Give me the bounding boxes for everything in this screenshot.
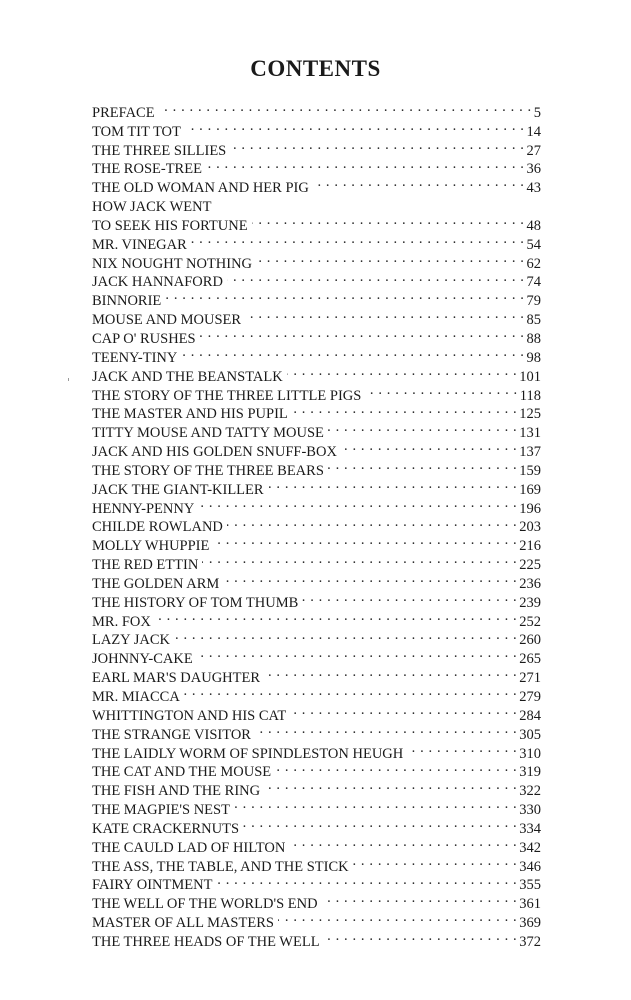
toc-dot-leader [328,456,517,475]
toc-entry-title: THE ROSE-TREE [92,161,202,178]
toc-dot-leader [322,889,518,908]
toc-dot-leader [185,117,525,136]
toc-dot-leader [252,211,525,230]
toc-entry-title: THE FISH AND THE RING [92,783,261,800]
toc-entry-title: THE STORY OF THE THREE BEARS [92,462,324,479]
toc-dot-leader [245,305,524,324]
toc-entry-title: THE RED ETTIN [92,557,199,574]
toc-dot-leader [290,701,517,720]
toc-entry-page-number: 203 [519,519,541,536]
toc-entry-page-number: 131 [519,425,541,442]
toc-entry-page-number: 74 [526,274,541,291]
toc-entry-title: THE MAGPIE'S NEST [92,802,230,819]
toc-dot-leader [264,663,517,682]
toc-dot-leader [365,381,517,400]
toc-dot-leader [234,795,517,814]
toc-entry-title: TEENY-TINY [92,349,178,366]
toc-entry-title: THE HISTORY OF TOM THUMB [92,594,299,611]
toc-entry-title: CAP O' RUSHES [92,330,196,347]
toc-dot-leader [328,418,517,437]
toc-dot-leader [159,98,532,117]
toc-entry-title: CHILDE ROWLAND [92,519,223,536]
toc-entry-page-number: 216 [519,538,541,555]
toc-entry-title: MOUSE AND MOUSER [92,312,242,329]
toc-entry-title: NIX NOUGHT NOTHING [92,255,253,272]
toc-entry-page-number: 369 [519,915,541,932]
toc-dot-leader [202,550,517,569]
toc-dot-leader [324,927,518,946]
toc-dot-leader [184,682,517,701]
toc-entry-title: TITTY MOUSE AND TATTY MOUSE [92,425,324,442]
toc-entry-title: BINNORIE [92,293,162,310]
toc-entry-title: TO SEEK HIS FORTUNE [92,217,248,234]
toc-dot-leader [216,871,517,890]
toc-dot-leader [200,324,525,343]
toc-entry-title: JACK HANNAFORD [92,274,223,291]
toc-entry-page-number: 125 [519,406,541,423]
toc-entry-title: THE CAT AND THE MOUSE [92,764,272,781]
toc-entry-page-number: 85 [526,312,541,329]
toc-entry-title: JOHNNY-CAKE [92,651,193,668]
toc-entry-page-number: 137 [519,444,541,461]
toc-entry-page-number: 196 [519,500,541,517]
toc-entry-page-number: 334 [519,820,541,837]
toc-dot-leader [302,588,517,607]
toc-dot-leader [289,833,517,852]
toc-entry-page-number: 305 [519,726,541,743]
toc-dot-leader [223,569,517,588]
toc-entry-page-number: 36 [526,161,541,178]
toc-dot-leader [256,249,524,268]
toc-dot-leader [287,362,518,381]
toc-entry-title: MR. VINEGAR [92,236,187,253]
page-title: CONTENTS [250,56,381,81]
toc-entry-title: HOW JACK WENT [92,199,212,216]
toc-entry-title: KATE CRACKERNUTS [92,820,240,837]
toc-dot-leader [206,155,525,174]
toc-entry-title: THE OLD WOMAN AND HER PIG [92,180,309,197]
toc-dot-leader [341,437,517,456]
toc-entry-title: THE THREE HEADS OF THE WELL [92,933,320,950]
toc-entry-title: PREFACE [92,104,155,121]
toc-entry-title: THE MASTER AND HIS PUPIL [92,406,288,423]
toc-entry-title: JACK THE GIANT-KILLER [92,481,264,498]
toc-dot-leader [215,192,539,211]
toc-entry-page-number: 310 [519,745,541,762]
toc-dot-leader [165,286,524,305]
toc-entry-title: MR. FOX [92,613,151,630]
toc-entry-page-number: 159 [519,462,541,479]
toc-entry-title: MR. MIACCA [92,689,180,705]
toc-entry-page-number: 252 [519,613,541,630]
toc-entry-title: LAZY JACK [92,632,171,649]
toc-entry-page-number: 98 [526,349,541,366]
toc-entry-page-number: 48 [526,217,541,234]
toc-entry-title: EARL MAR'S DAUGHTER [92,670,261,687]
scan-speck [68,378,69,381]
toc-entry-page-number: 236 [519,575,541,592]
toc-dot-leader [174,626,517,645]
toc-dot-leader [264,776,517,795]
toc-entry-page-number: 372 [519,933,541,950]
toc-entry-page-number: 319 [519,764,541,781]
toc-entry-title: THE CAULD LAD OF HILTON [92,839,286,856]
toc-entry-page-number: 118 [519,387,541,404]
toc-entry-page-number: 330 [519,802,541,819]
table-of-contents [92,98,541,950]
toc-dot-leader [191,230,525,249]
toc-dot-leader [243,814,517,833]
toc-dot-leader [197,644,518,663]
toc-entry-title: JACK AND THE BEANSTALK [92,368,283,385]
toc-entry-page-number: 322 [519,783,541,800]
toc-entry-title: HENNY-PENNY [92,500,195,517]
toc-entry [92,117,541,140]
toc-entry-page-number: 169 [519,481,541,498]
toc-entry-page-number: 361 [519,896,541,913]
toc-entry-page-number: 265 [519,651,541,668]
toc-entry-page-number: 346 [519,858,541,875]
toc-entry-page-number: 62 [526,255,541,272]
toc-entry-page-number: 239 [519,594,541,611]
toc-entry-title: TOM TIT TOT [92,123,181,140]
toc-entry-page-number: 225 [519,557,541,574]
toc-dot-leader [213,531,517,550]
toc-dot-leader [407,739,517,758]
toc-entry-page-number: 79 [526,293,541,310]
toc-entry-page-number: 101 [519,368,541,385]
toc-entry-page-number: 5 [533,104,541,121]
toc-dot-leader [353,852,518,871]
toc-entry [92,607,541,630]
toc-dot-leader [155,607,517,626]
toc-entry-page-number: 27 [526,142,541,159]
toc-entry-title: WHITTINGTON AND HIS CAT [92,707,287,724]
toc-dot-leader [230,136,524,155]
toc-dot-leader [313,173,525,192]
toc-dot-leader [275,758,517,777]
toc-entry-title: THE STRANGE VISITOR [92,726,251,743]
toc-entry-title: THE WELL OF THE WORLD'S END [92,896,318,913]
toc-entry [92,98,541,121]
toc-entry-title: MOLLY WHUPPIE [92,538,210,555]
toc-entry-page-number: 355 [519,877,541,894]
toc-entry-page-number: 284 [519,707,541,724]
toc-dot-leader [198,494,517,513]
toc-entry-page-number: 342 [519,839,541,856]
toc-entry-title: THE ASS, THE TABLE, AND THE STICK [92,858,349,875]
toc-dot-leader [227,513,517,532]
toc-entry-title: MASTER OF ALL MASTERS [92,915,274,932]
toc-entry-title: THE STORY OF THE THREE LITTLE PIGS [92,387,362,404]
toc-entry-title: THE GOLDEN ARM [92,575,220,592]
toc-entry-page-number: 88 [526,330,541,347]
toc-entry-title: THE LAIDLY WORM OF SPINDLESTON HEUGH [92,745,404,762]
toc-dot-leader [255,720,517,739]
toc-entry-title: FAIRY OINTMENT [92,877,213,894]
toc-entry-page-number: 279 [519,689,541,705]
toc-entry-page-number: 271 [519,670,541,687]
toc-entry-title: THE THREE SILLIES [92,142,227,159]
toc-entry-page-number: 54 [526,236,541,253]
toc-dot-leader [181,343,524,362]
toc-dot-leader [292,400,517,419]
toc-entry-page-number: 43 [526,180,541,197]
toc-dot-leader [278,908,517,927]
toc-dot-leader [268,475,518,494]
toc-dot-leader [227,268,525,287]
toc-entry [92,626,541,649]
toc-entry-title: JACK AND HIS GOLDEN SNUFF-BOX [92,444,337,461]
toc-entry-page-number: 260 [519,632,541,649]
toc-entry-page-number: 14 [526,123,541,140]
